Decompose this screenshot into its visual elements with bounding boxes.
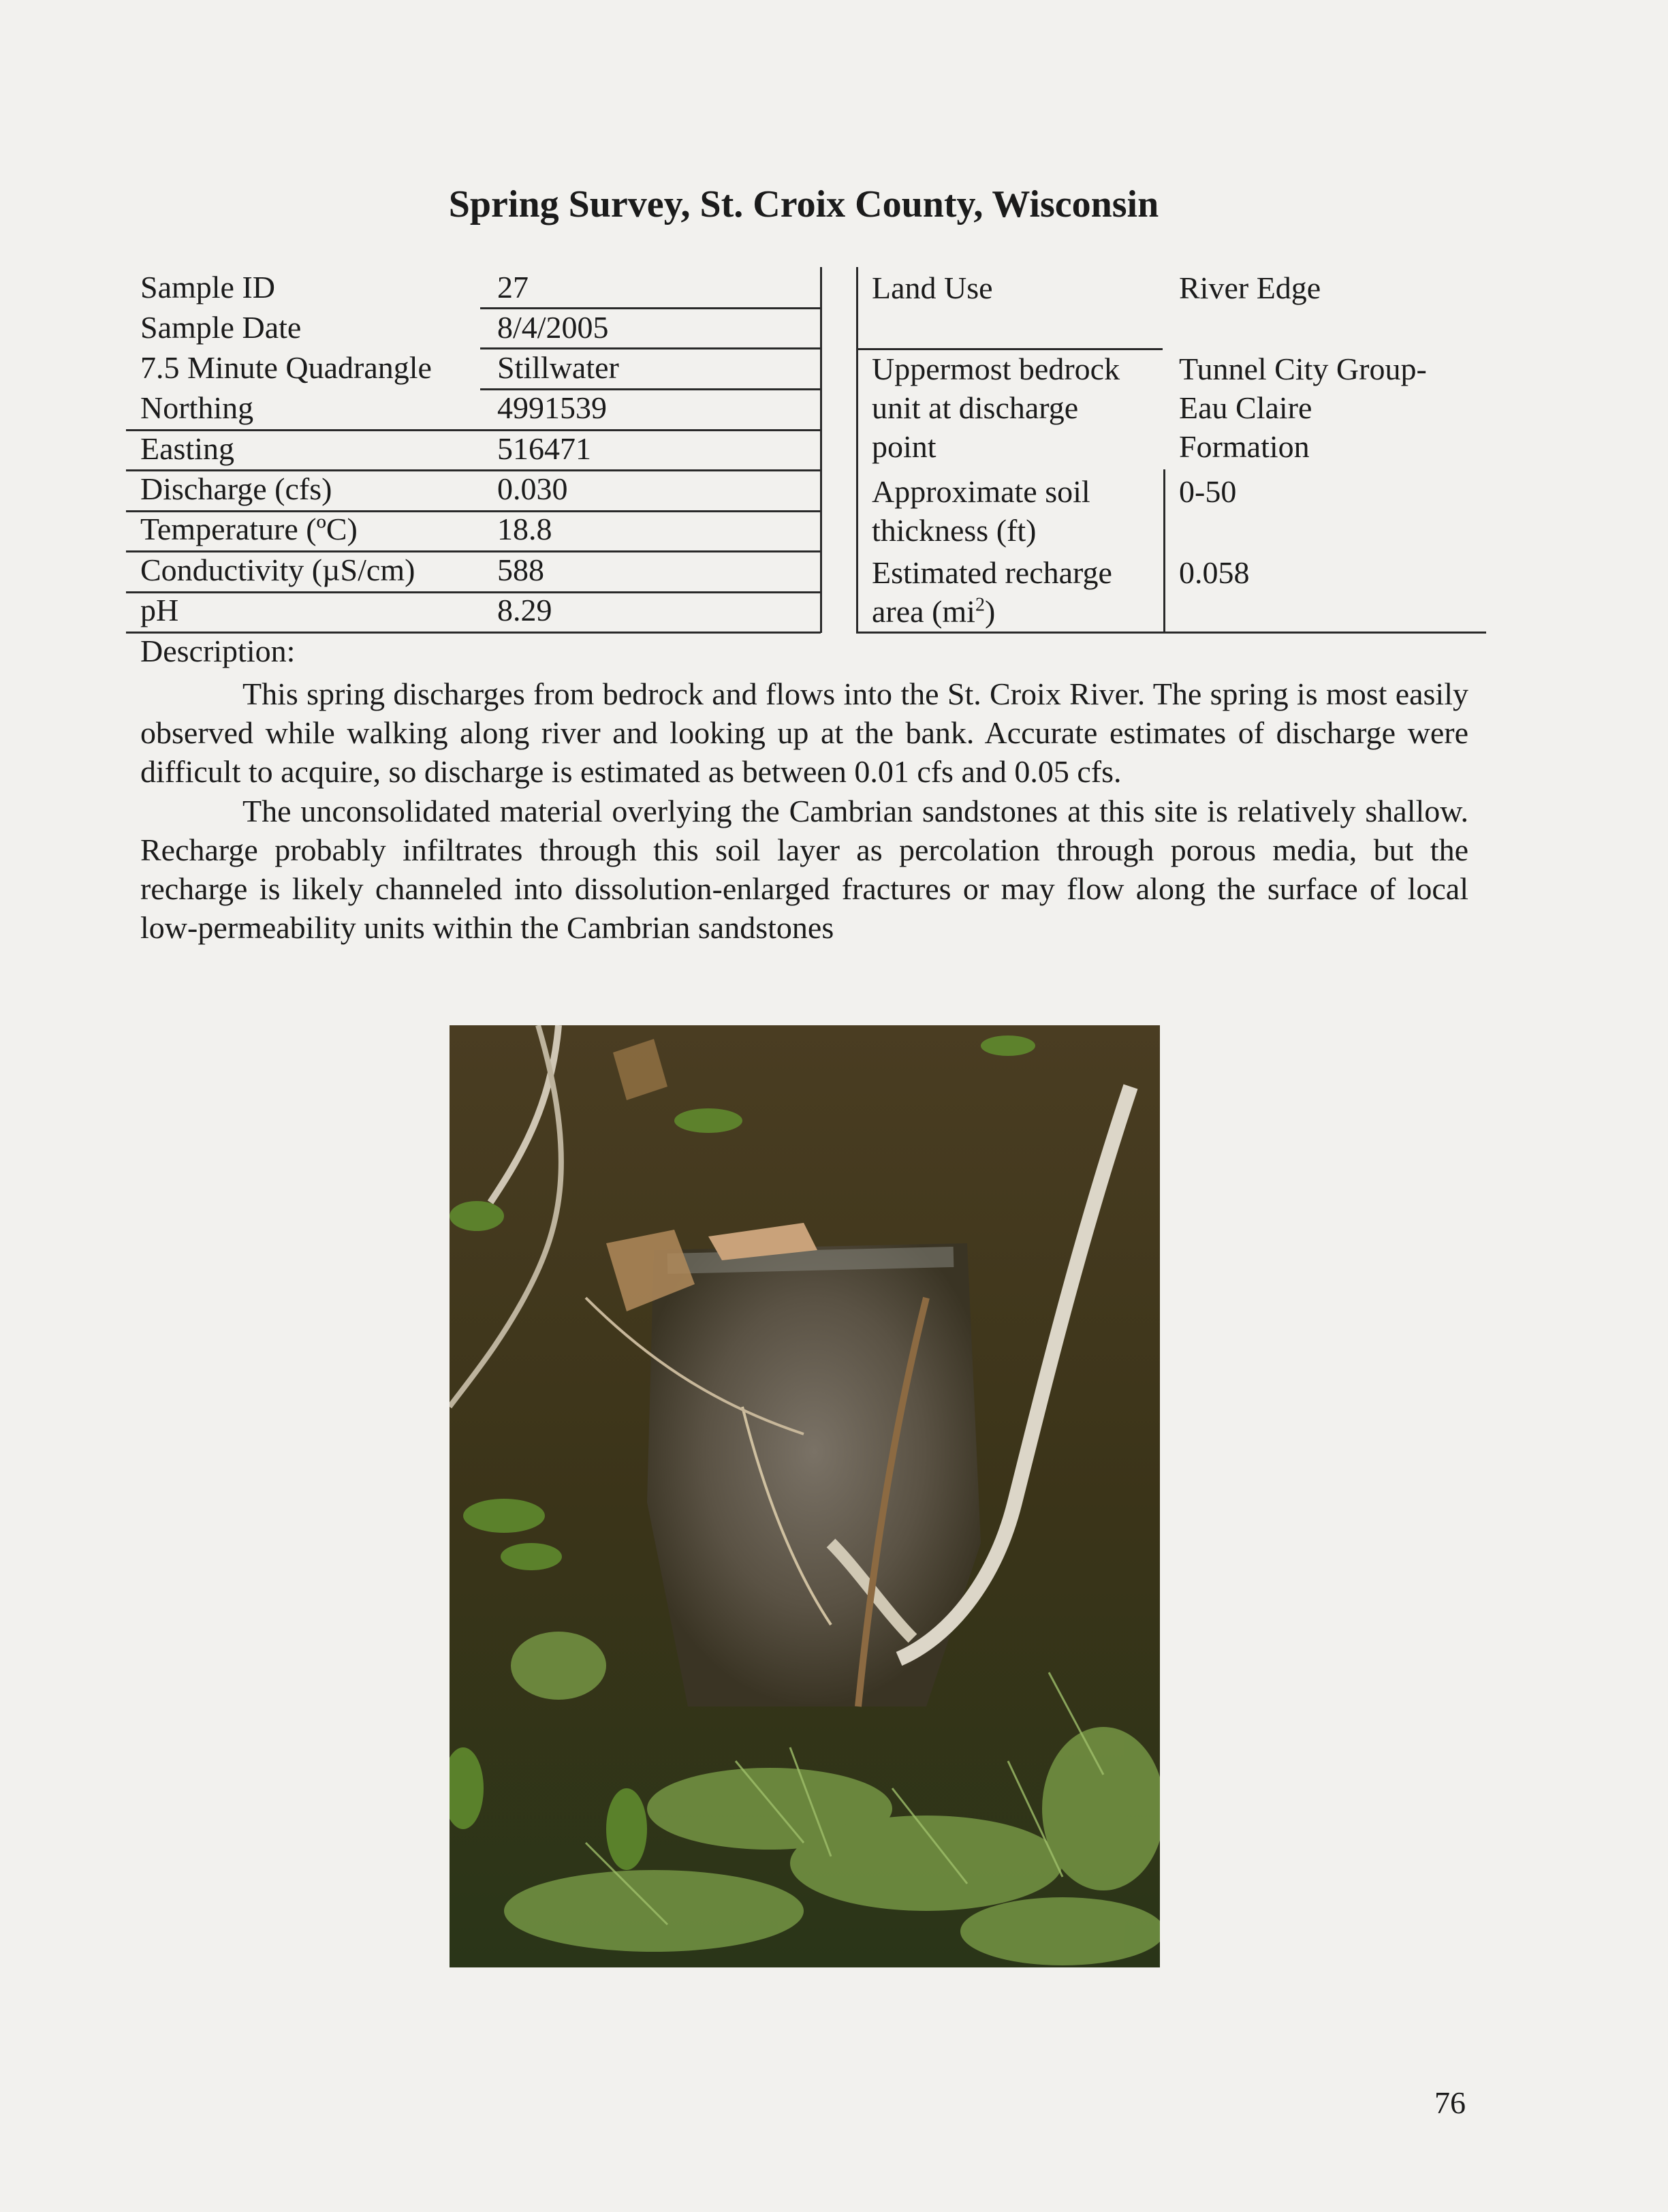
description-paragraph-2: The unconsolidated material overlying the Cambrian sandstones at this site is relatively shallow. Recharge probably infiltrates through this soil layer as percolation through porous media, but the recharge is likely channeled into dissolution-enlarged fractures or may flow along the surface of local low-permeability units within the Cambrian sandstones	[140, 794, 1468, 945]
superscript-2: 2	[975, 594, 985, 616]
value-ph: 8.29	[497, 593, 552, 627]
label-bedrock-1: Uppermost bedrock	[872, 352, 1120, 386]
table-divider	[1163, 469, 1165, 633]
label-easting: Easting	[140, 431, 234, 466]
value-sample-id: 27	[497, 270, 529, 305]
table-rule	[126, 429, 821, 431]
value-quadrangle: Stillwater	[497, 350, 619, 385]
value-conductivity: 588	[497, 552, 544, 587]
value-bedrock-2: Eau Claire	[1179, 390, 1312, 425]
label-soil-2: thickness (ft)	[872, 513, 1037, 548]
table-rule	[126, 591, 821, 593]
table-rule	[126, 550, 821, 552]
label-bedrock-2: unit at discharge	[872, 390, 1079, 425]
value-bedrock-1: Tunnel City Group-	[1179, 352, 1427, 386]
value-easting: 516471	[497, 431, 591, 466]
page-title: Spring Survey, St. Croix County, Wisconsin	[448, 183, 1159, 225]
label-temperature: Temperature (ºC)	[140, 512, 358, 546]
table-rule	[480, 307, 821, 309]
value-sample-date: 8/4/2005	[497, 310, 609, 345]
label-sample-id: Sample ID	[140, 270, 276, 305]
label-conductivity: Conductivity (µS/cm)	[140, 552, 415, 587]
label-bedrock-3: point	[872, 429, 937, 464]
value-temperature: 18.8	[497, 512, 552, 546]
table-rule	[126, 469, 821, 471]
label-northing: Northing	[140, 390, 254, 425]
page-number: 76	[1434, 2085, 1466, 2120]
value-discharge: 0.030	[497, 471, 568, 506]
value-bedrock-3: Formation	[1179, 429, 1310, 464]
label-sample-date: Sample Date	[140, 310, 302, 345]
value-soil: 0-50	[1179, 474, 1237, 509]
value-recharge: 0.058	[1179, 555, 1250, 590]
label-recharge-1: Estimated recharge	[872, 555, 1112, 590]
label-discharge: Discharge (cfs)	[140, 471, 332, 506]
table-border	[856, 267, 858, 633]
table-rule	[856, 632, 1486, 634]
table-rule	[480, 347, 821, 349]
value-land-use: River Edge	[1179, 270, 1321, 305]
value-northing: 4991539	[497, 390, 607, 425]
label-land-use: Land Use	[872, 270, 993, 305]
table-border	[820, 267, 822, 633]
table-rule	[126, 510, 821, 512]
label-quadrangle: 7.5 Minute Quadrangle	[140, 350, 432, 385]
label-recharge-2: area $(mi^2)$	[872, 594, 996, 629]
label-ph: pH	[140, 593, 179, 627]
description-paragraph-1: This spring discharges from bedrock and flows into the St. Croix River. The spring is most easily observed while walking along river and looking up at the bank. Accurate estimates of discharge were difficult to acquire, so discharge is estimated as between 0.01 cfs and 0.05 cfs.	[140, 676, 1468, 789]
description-label: Description:	[140, 634, 296, 668]
spring-photograph	[450, 1025, 1160, 1967]
table-rule	[480, 388, 821, 390]
label-soil-1: Approximate soil	[872, 474, 1090, 509]
